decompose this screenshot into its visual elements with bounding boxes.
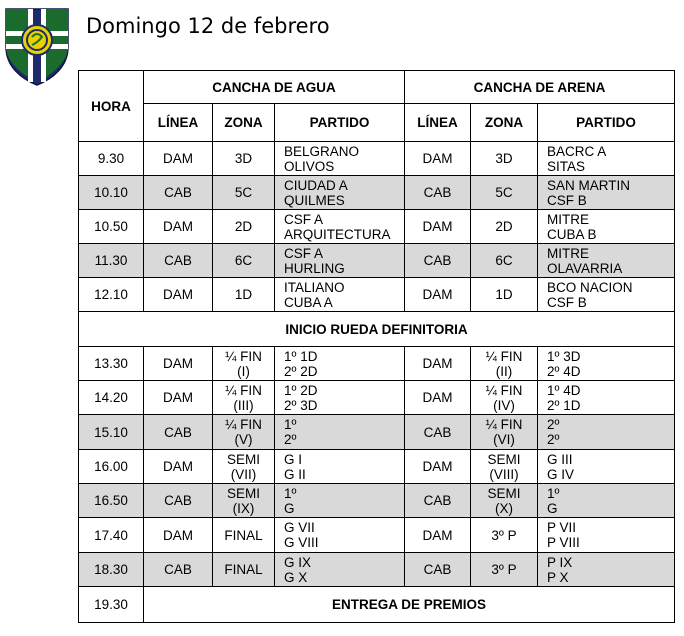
- zona-cell-agua-line2: (VII): [230, 466, 257, 482]
- zona-cell-arena: [471, 381, 538, 415]
- zona-cell-agua: 5C: [213, 176, 275, 210]
- partido-cell-agua-line1: 1º 1D: [284, 348, 318, 364]
- zona-cell-agua-line2: (I): [237, 363, 250, 379]
- partido-cell-arena-line2: G IV: [547, 466, 575, 482]
- partido-cell-arena-line2: OLAVARRIA: [547, 260, 623, 276]
- partido-cell-arena: [538, 142, 675, 176]
- zona-cell-arena: 3º P: [471, 518, 538, 553]
- zona-cell-arena: [471, 450, 538, 484]
- partido-cell-agua-line1: 1º 2D: [284, 382, 318, 398]
- partido-cell-arena: [538, 381, 675, 415]
- linea-cell-agua: DAM: [144, 142, 213, 176]
- partido-cell-arena-line1: SAN MARTIN: [547, 177, 631, 193]
- linea-cell-agua: DAM: [144, 210, 213, 244]
- linea-cell-agua: DAM: [144, 347, 213, 381]
- schedule-table: [78, 70, 675, 623]
- partido-cell-agua-line2: G X: [284, 569, 308, 585]
- zona-cell-agua: 1D: [213, 278, 275, 312]
- partido-cell-agua-line1: G I: [284, 451, 303, 467]
- partido-cell-agua: [275, 450, 405, 484]
- linea-cell-agua: CAB: [144, 484, 213, 518]
- zona-cell-arena-line2: (II): [495, 363, 513, 379]
- time-cell: 13.30: [79, 347, 144, 381]
- zona-cell-agua-line2: (III): [233, 397, 254, 413]
- partido-cell-agua: [275, 381, 405, 415]
- linea-cell-arena: CAB: [405, 553, 471, 587]
- partido-cell-arena: [538, 176, 675, 210]
- header-linea-a: LÍNEA: [144, 104, 213, 142]
- zona-cell-agua-line1: SEMI: [226, 485, 260, 501]
- table-row: [79, 381, 675, 415]
- partido-cell-agua-line2: G VIII: [284, 535, 319, 550]
- partido-cell-arena-line1: P IX: [547, 554, 573, 570]
- partido-cell-arena: [538, 278, 675, 312]
- zona-cell-arena-line1: SEMI: [487, 485, 521, 501]
- header-partido-b: PARTIDO: [538, 104, 675, 142]
- partido-cell-arena-line1: BCO NACION: [547, 279, 633, 295]
- zona-cell-agua: [213, 347, 275, 381]
- partido-cell-agua-line2: QUILMES: [284, 192, 345, 208]
- partido-cell-agua: [275, 415, 405, 450]
- zona-cell-arena: 1D: [471, 278, 538, 312]
- table-row: [79, 142, 675, 176]
- zona-cell-arena: 3D: [471, 142, 538, 176]
- linea-cell-agua: CAB: [144, 553, 213, 587]
- partido-cell-arena-line2: 2º: [547, 432, 560, 447]
- partido-cell-arena-line1: 1º 3D: [547, 348, 581, 364]
- partido-cell-arena-line2: CSF B: [547, 294, 587, 310]
- partido-cell-agua-line2: G: [284, 500, 295, 516]
- zona-cell-arena: 3º P: [471, 553, 538, 587]
- partido-cell-arena: [538, 450, 675, 484]
- zona-cell-agua: FINAL: [213, 553, 275, 587]
- partido-cell-agua-line2: CUBA A: [284, 294, 333, 310]
- zona-cell-agua-line1: ¼ FIN: [225, 382, 262, 398]
- zona-cell-arena-line2: (X): [495, 500, 513, 516]
- final-row: [79, 587, 675, 623]
- table-row: [79, 278, 675, 312]
- partido-cell-agua-line2: 2º 2D: [284, 363, 318, 379]
- table-row: [79, 484, 675, 518]
- partido-cell-arena-line2: G: [547, 500, 558, 516]
- partido-cell-arena-line1: G III: [547, 451, 573, 467]
- partido-cell-arena-line1: 2º: [547, 417, 560, 432]
- time-cell: 14.20: [79, 381, 144, 415]
- linea-cell-arena: DAM: [405, 278, 471, 312]
- linea-cell-agua: DAM: [144, 381, 213, 415]
- time-cell: 17.40: [79, 518, 144, 553]
- table-row: [79, 347, 675, 381]
- partido-cell-agua-line1: 1º: [284, 417, 297, 432]
- partido-cell-agua-line2: HURLING: [284, 260, 345, 276]
- partido-cell-arena-line2: SITAS: [547, 158, 586, 174]
- partido-cell-arena-line1: MITRE: [547, 211, 589, 227]
- linea-cell-arena: DAM: [405, 450, 471, 484]
- zona-cell-agua-line2: (V): [234, 432, 253, 447]
- time-cell: 15.10: [79, 415, 144, 450]
- linea-cell-arena: CAB: [405, 176, 471, 210]
- partido-cell-agua-line1: CSF A: [284, 245, 324, 261]
- header-hora: HORA: [79, 71, 144, 142]
- partido-cell-arena-line2: P VIII: [547, 535, 580, 550]
- zona-cell-arena-line2: (IV): [493, 397, 515, 413]
- club-crest-logo: [4, 7, 70, 87]
- section-row: [79, 312, 675, 347]
- table-row: [79, 244, 675, 278]
- zona-cell-arena-line2: (VI): [493, 432, 515, 447]
- zona-cell-arena: [471, 484, 538, 518]
- partido-cell-arena-line1: 1º: [547, 485, 560, 501]
- partido-cell-arena-line1: BACRC A: [547, 143, 607, 159]
- time-cell: 19.30: [79, 587, 144, 623]
- partido-cell-agua-line1: G VII: [284, 520, 315, 535]
- section-title: INICIO RUEDA DEFINITORIA: [79, 312, 675, 347]
- linea-cell-arena: DAM: [405, 381, 471, 415]
- partido-cell-agua: [275, 484, 405, 518]
- partido-cell-agua: [275, 176, 405, 210]
- header-court-arena: CANCHA DE ARENA: [405, 71, 675, 104]
- partido-cell-arena-line1: P VII: [547, 520, 577, 535]
- zona-cell-arena: 6C: [471, 244, 538, 278]
- partido-cell-arena: [538, 484, 675, 518]
- zona-cell-arena: [471, 415, 538, 450]
- zona-cell-arena: 5C: [471, 176, 538, 210]
- partido-cell-arena: [538, 347, 675, 381]
- time-cell: 12.10: [79, 278, 144, 312]
- linea-cell-agua: DAM: [144, 450, 213, 484]
- time-cell: 18.30: [79, 553, 144, 587]
- partido-cell-agua-line1: G IX: [284, 554, 312, 570]
- linea-cell-agua: CAB: [144, 415, 213, 450]
- partido-cell-arena: [538, 518, 675, 553]
- zona-cell-agua: 2D: [213, 210, 275, 244]
- zona-cell-agua: FINAL: [213, 518, 275, 553]
- page-title: Domingo 12 de febrero: [86, 14, 330, 38]
- partido-cell-arena: [538, 553, 675, 587]
- linea-cell-agua: CAB: [144, 176, 213, 210]
- zona-cell-arena-line1: ¼ FIN: [485, 417, 523, 432]
- partido-cell-agua: [275, 347, 405, 381]
- zona-cell-arena: [471, 347, 538, 381]
- partido-cell-agua-line2: ARQUITECTURA: [284, 226, 391, 242]
- header-zona-a: ZONA: [213, 104, 275, 142]
- zona-cell-arena: 2D: [471, 210, 538, 244]
- linea-cell-arena: CAB: [405, 415, 471, 450]
- partido-cell-agua: [275, 244, 405, 278]
- partido-cell-arena: [538, 210, 675, 244]
- linea-cell-arena: DAM: [405, 210, 471, 244]
- table-row: [79, 210, 675, 244]
- linea-cell-agua: DAM: [144, 518, 213, 553]
- zona-cell-arena-line2: (VIII): [489, 466, 519, 482]
- linea-cell-arena: CAB: [405, 244, 471, 278]
- partido-cell-agua: [275, 210, 405, 244]
- awards-label: ENTREGA DE PREMIOS: [144, 587, 675, 623]
- table-row: [79, 450, 675, 484]
- partido-cell-agua-line2: 2º: [284, 432, 297, 447]
- partido-cell-agua: [275, 518, 405, 553]
- zona-cell-agua: [213, 450, 275, 484]
- partido-cell-agua: [275, 278, 405, 312]
- time-cell: 16.50: [79, 484, 144, 518]
- linea-cell-arena: DAM: [405, 518, 471, 553]
- partido-cell-agua-line1: 1º: [284, 485, 297, 501]
- time-cell: 11.30: [79, 244, 144, 278]
- partido-cell-arena-line1: 1º 4D: [547, 382, 581, 398]
- partido-cell-agua: [275, 142, 405, 176]
- linea-cell-arena: DAM: [405, 347, 471, 381]
- table-row: [79, 518, 675, 553]
- partido-cell-agua: [275, 553, 405, 587]
- header-linea-b: LÍNEA: [405, 104, 471, 142]
- zona-cell-agua-line1: ¼ FIN: [225, 348, 262, 364]
- zona-cell-agua: 3D: [213, 142, 275, 176]
- table-row: [79, 553, 675, 587]
- time-cell: 10.50: [79, 210, 144, 244]
- header-court-agua: CANCHA DE AGUA: [144, 71, 405, 104]
- partido-cell-arena: [538, 415, 675, 450]
- partido-cell-agua-line1: BELGRANO: [284, 143, 360, 159]
- partido-cell-arena-line1: MITRE: [547, 245, 589, 261]
- time-cell: 9.30: [79, 142, 144, 176]
- zona-cell-agua: [213, 415, 275, 450]
- linea-cell-agua: DAM: [144, 278, 213, 312]
- zona-cell-arena-line1: ¼ FIN: [485, 382, 523, 398]
- time-cell: 10.10: [79, 176, 144, 210]
- partido-cell-arena: [538, 244, 675, 278]
- partido-cell-arena-line2: 2º 4D: [547, 363, 581, 379]
- partido-cell-agua-line2: G II: [284, 466, 306, 482]
- partido-cell-arena-line2: 2º 1D: [547, 397, 581, 413]
- zona-cell-agua: 6C: [213, 244, 275, 278]
- partido-cell-arena-line2: CUBA B: [547, 226, 597, 242]
- partido-cell-agua-line2: 2º 3D: [284, 397, 318, 413]
- partido-cell-arena-line2: P X: [547, 569, 569, 585]
- zona-cell-agua-line1: ¼ FIN: [225, 417, 262, 432]
- header-partido-a: PARTIDO: [275, 104, 405, 142]
- zona-cell-agua: [213, 484, 275, 518]
- linea-cell-arena: DAM: [405, 142, 471, 176]
- partido-cell-arena-line2: CSF B: [547, 192, 587, 208]
- header-zona-b: ZONA: [471, 104, 538, 142]
- partido-cell-agua-line1: CSF A: [284, 211, 324, 227]
- zona-cell-arena-line1: SEMI: [487, 451, 521, 467]
- table-row: [79, 415, 675, 450]
- linea-cell-arena: CAB: [405, 484, 471, 518]
- partido-cell-agua-line1: CIUDAD A: [284, 177, 348, 193]
- table-row: [79, 176, 675, 210]
- zona-cell-agua-line1: SEMI: [226, 451, 260, 467]
- linea-cell-agua: CAB: [144, 244, 213, 278]
- time-cell: 16.00: [79, 450, 144, 484]
- partido-cell-agua-line2: OLIVOS: [284, 158, 335, 174]
- zona-cell-arena-line1: ¼ FIN: [485, 348, 523, 364]
- zona-cell-agua-line2: (IX): [232, 500, 255, 516]
- partido-cell-agua-line1: ITALIANO: [284, 279, 345, 295]
- zona-cell-agua: [213, 381, 275, 415]
